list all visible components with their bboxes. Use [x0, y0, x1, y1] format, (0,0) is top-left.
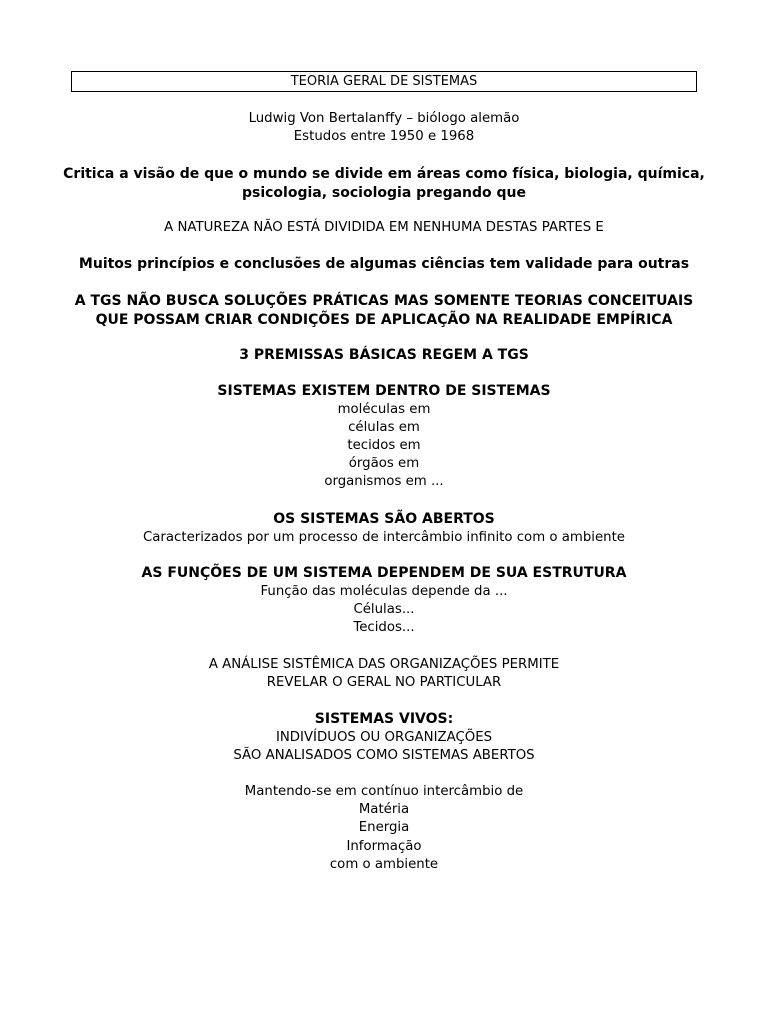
premise-2-text: Caracterizados por um processo de intercâmbio infinito com o ambiente — [143, 529, 625, 545]
list-item: tecidos em — [347, 437, 421, 453]
tgs-block — [0, 292, 768, 329]
premise-1-list — [0, 401, 768, 492]
critique-line-2: psicologia, sociologia pregando que — [241, 184, 527, 201]
list-item: Matéria — [358, 802, 410, 818]
critique-line-1: Critica a visão de que o mundo se divide em áreas como física, biologia, química, — [63, 166, 705, 182]
list-item: Células... — [353, 601, 415, 617]
premise-2-block — [0, 510, 768, 547]
author-block — [0, 110, 768, 146]
list-item: Informação — [346, 838, 422, 854]
exchange-block — [0, 783, 768, 874]
principles-block — [0, 255, 768, 274]
analysis-line-1: A ANÁLISE SISTÊMICA DAS ORGANIZAÇÕES PERMITE — [208, 657, 560, 672]
analysis-block — [0, 656, 768, 692]
premises-heading-block — [0, 346, 768, 365]
tgs-line-1: A TGS NÃO BUSCA SOLUÇÕES PRÁTICAS MAS SOMENTE TEORIAS CONCEITUAIS — [74, 293, 694, 309]
premise-3-block — [0, 564, 768, 637]
premise-1-block — [0, 382, 768, 492]
nature-block — [0, 219, 768, 237]
premise-3-heading: AS FUNÇÕES DE UM SISTEMA DEPENDEM DE SUA ESTRUTURA — [141, 565, 627, 581]
nature-line: A NATUREZA NÃO ESTÁ DIVIDIDA EM NENHUMA DESTAS PARTES E — [164, 220, 604, 235]
period-line: Estudos entre 1950 e 1968 — [293, 129, 475, 145]
premises-heading: 3 PREMISSAS BÁSICAS REGEM A TGS — [239, 347, 529, 363]
list-item: Tecidos... — [353, 619, 415, 635]
premise-1-heading: SISTEMAS EXISTEM DENTRO DE SISTEMAS — [217, 383, 551, 399]
critique-block — [0, 165, 768, 202]
premise-3-list — [0, 583, 768, 638]
list-item: Energia — [358, 820, 410, 836]
list-item: moléculas em — [337, 401, 431, 417]
list-item: órgãos em — [348, 456, 420, 472]
list-item: organismos em ... — [324, 474, 444, 490]
living-systems-block — [0, 710, 768, 765]
living-heading: SISTEMAS VIVOS: — [314, 711, 454, 727]
list-item: células em — [348, 419, 420, 435]
living-line-1: INDIVÍDUOS OU ORGANIZAÇÕES — [275, 729, 493, 745]
premise-2-heading: OS SISTEMAS SÃO ABERTOS — [273, 511, 495, 527]
living-lines — [0, 729, 768, 765]
exchange-intro: Mantendo-se em contínuo intercâmbio de — [244, 784, 524, 799]
analysis-line-2: REVELAR O GERAL NO PARTICULAR — [266, 675, 502, 691]
document-title: TEORIA GERAL DE SISTEMAS — [71, 71, 697, 92]
list-item: Função das moléculas depende da ... — [260, 583, 508, 599]
author-line: Ludwig Von Bertalanffy – biólogo alemão — [248, 111, 520, 126]
list-item: com o ambiente — [329, 856, 439, 872]
tgs-line-2: QUE POSSAM CRIAR CONDIÇÕES DE APLICAÇÃO NA REALIDADE EMPÍRICA — [95, 311, 673, 328]
living-line-2: SÃO ANALISADOS COMO SISTEMAS ABERTOS — [233, 747, 535, 763]
principles-line: Muitos princípios e conclusões de algumas ciências tem validade para outras — [78, 256, 690, 272]
